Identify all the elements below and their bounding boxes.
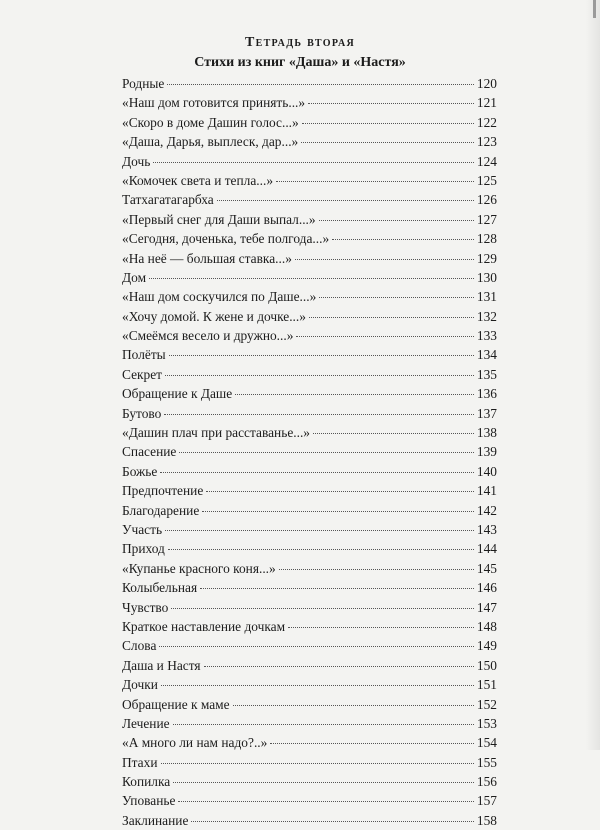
toc-entry-title: «Даша, Дарья, выплеск, дар...» (122, 134, 299, 150)
toc-entry-page: 129 (476, 250, 497, 266)
toc-entry-title: Упованье (122, 793, 176, 809)
toc-dot-leader (302, 123, 474, 124)
toc-dot-leader (165, 375, 474, 376)
toc-entry-page: 147 (476, 599, 497, 615)
toc-dot-leader (206, 491, 474, 492)
section-header (0, 34, 600, 73)
toc-dot-leader (296, 336, 473, 337)
toc-entry[interactable] (122, 617, 497, 636)
toc-entry-page: 140 (476, 463, 497, 479)
toc-entry-page: 139 (476, 444, 497, 460)
toc-entry-title: Приход (122, 541, 165, 557)
toc-entry-title: Краткое наставление дочкам (122, 618, 286, 634)
toc-entry[interactable] (122, 74, 497, 93)
toc-entry-title: Заклинание (122, 812, 189, 828)
toc-entry-page: 156 (476, 774, 497, 790)
toc-dot-leader (200, 588, 474, 589)
toc-entry-title: Благодарение (122, 502, 200, 518)
section-subtitle: Стихи из книг «Даша» и «Настя» (194, 55, 406, 70)
toc-entry[interactable] (122, 675, 497, 694)
toc-entry-page: 127 (476, 211, 497, 227)
toc-dot-leader (160, 472, 474, 473)
toc-entry-page: 132 (476, 308, 497, 324)
toc-entry-page: 157 (476, 793, 497, 809)
toc-entry[interactable] (122, 539, 497, 558)
toc-entry-page: 138 (476, 425, 497, 441)
toc-dot-leader (204, 666, 474, 667)
toc-entry-page: 133 (476, 328, 497, 344)
toc-entry[interactable] (122, 287, 497, 306)
toc-entry-page: 149 (476, 638, 497, 654)
toc-entry-page: 152 (476, 696, 497, 712)
toc-entry-page: 131 (476, 289, 497, 305)
page-edge (586, 0, 600, 750)
toc-entry[interactable] (122, 307, 497, 326)
toc-entry-title: Бутово (122, 405, 162, 421)
toc-entry-page: 130 (476, 269, 497, 285)
toc-entry-title: «Первый снег для Даши выпал...» (122, 211, 316, 227)
toc-entry-page: 154 (476, 735, 497, 751)
toc-entry[interactable] (122, 229, 497, 248)
toc-entry-title: Участь (122, 521, 163, 537)
toc-entry[interactable] (122, 423, 497, 442)
toc-entry-title: Божье (122, 463, 158, 479)
toc-entry-title: Дочь (122, 153, 151, 169)
toc-dot-leader (178, 801, 473, 802)
toc-entry[interactable] (122, 578, 497, 597)
toc-dot-leader (167, 84, 474, 85)
toc-dot-leader (279, 569, 474, 570)
toc-entry[interactable] (122, 695, 497, 714)
toc-entry[interactable] (122, 442, 497, 461)
toc-dot-leader (295, 259, 474, 260)
toc-entry[interactable] (122, 811, 497, 830)
toc-entry[interactable] (122, 345, 497, 364)
toc-entry-title: Слова (122, 638, 157, 654)
toc-dot-leader (168, 549, 474, 550)
toc-entry-page: 143 (476, 521, 497, 537)
toc-entry-title: «А много ли нам надо?..» (122, 735, 268, 751)
toc-entry-page: 155 (476, 754, 497, 770)
toc-dot-leader (161, 763, 474, 764)
toc-entry-title: Секрет (122, 366, 163, 382)
toc-entry[interactable] (122, 404, 497, 423)
toc-entry-page: 146 (476, 580, 497, 596)
toc-dot-leader (309, 317, 474, 318)
toc-entry[interactable] (122, 559, 497, 578)
toc-entry-title: «Скоро в доме Дашин голос...» (122, 114, 299, 130)
toc-entry-title: «Сегодня, доченька, тебе полгода...» (122, 231, 330, 247)
toc-entry-page: 144 (476, 541, 497, 557)
toc-dot-leader (164, 414, 474, 415)
toc-entry-title: Птахи (122, 754, 158, 770)
toc-entry-title: «Купанье красного коня...» (122, 560, 276, 576)
toc-dot-leader (171, 608, 474, 609)
page-edge-mark (593, 0, 596, 18)
toc-dot-leader (270, 743, 474, 744)
toc-dot-leader (165, 530, 474, 531)
toc-entry-page: 128 (476, 231, 497, 247)
toc-entry-page: 121 (476, 95, 497, 111)
toc-dot-leader (319, 220, 474, 221)
toc-dot-leader (202, 511, 474, 512)
toc-entry-page: 120 (476, 76, 497, 91)
toc-entry-page: 150 (476, 657, 497, 673)
toc-entry-title: Обращение к маме (122, 696, 230, 712)
toc-dot-leader (159, 646, 474, 647)
toc-entry[interactable] (122, 501, 497, 520)
toc-entry[interactable] (122, 636, 497, 655)
toc-entry[interactable] (122, 598, 497, 617)
toc-dot-leader (149, 278, 474, 279)
toc-entry[interactable] (122, 714, 497, 733)
toc-entry[interactable] (122, 326, 497, 345)
toc-entry[interactable] (122, 171, 497, 190)
toc-entry-title: «Хочу домой. К жене и дочке...» (122, 308, 306, 324)
toc-entry-page: 151 (476, 677, 497, 693)
toc-dot-leader (233, 705, 474, 706)
toc-entry-title: Родные (122, 76, 165, 91)
toc-dot-leader (179, 452, 474, 453)
toc-entry[interactable] (122, 249, 497, 268)
toc-entry-page: 125 (476, 172, 497, 188)
toc-entry[interactable] (122, 132, 497, 151)
toc-entry-page: 122 (476, 114, 497, 130)
toc-entry-title: Дочки (122, 677, 158, 693)
toc-entry-page: 123 (476, 134, 497, 150)
toc-dot-leader (308, 103, 474, 104)
toc-entry[interactable] (122, 772, 497, 791)
toc-entry-title: Предпочтение (122, 483, 204, 499)
toc-entry-title: «Дашин плач при расставанье...» (122, 425, 311, 441)
toc-entry[interactable] (122, 113, 497, 132)
toc-entry-page: 124 (476, 153, 497, 169)
toc-entry[interactable] (122, 462, 497, 481)
toc-dot-leader (173, 724, 474, 725)
toc-dot-leader (173, 782, 474, 783)
toc-entry-page: 137 (476, 405, 497, 421)
toc-entry[interactable] (122, 210, 497, 229)
toc-dot-leader (288, 627, 474, 628)
toc-entry-title: Обращение к Даше (122, 386, 233, 402)
toc-entry[interactable] (122, 520, 497, 539)
toc-entry-title: Даша и Настя (122, 657, 201, 673)
toc-dot-leader (313, 433, 474, 434)
toc-entry-title: Чувство (122, 599, 169, 615)
toc-entry-page: 158 (476, 812, 497, 828)
toc-entry-title: Татхагатагарбха (122, 192, 214, 208)
toc-entry-title: «Наш дом готовится принять...» (122, 95, 306, 111)
toc-entry-title: Копилка (122, 774, 171, 790)
toc-entry-page: 153 (476, 715, 497, 731)
toc-entry-title: Лечение (122, 715, 170, 731)
toc-entry-title: Спасение (122, 444, 177, 460)
toc-entry[interactable] (122, 93, 497, 112)
toc-entry-page: 148 (476, 618, 497, 634)
toc-entry[interactable] (122, 384, 497, 403)
toc-entry-title: «Смеёмся весело и дружно...» (122, 328, 294, 344)
toc-entry[interactable] (122, 268, 497, 287)
toc-dot-leader (191, 821, 474, 822)
toc-entry[interactable] (122, 656, 497, 675)
toc-dot-leader (235, 394, 474, 395)
toc-entry[interactable] (122, 365, 497, 384)
toc-entry-page: 145 (476, 560, 497, 576)
toc-entry[interactable] (122, 152, 497, 171)
toc-entry-page: 126 (476, 192, 497, 208)
table-of-contents (122, 74, 497, 830)
toc-entry-title: «Наш дом соскучился по Даше...» (122, 289, 317, 305)
toc-entry-title: «На неё — большая ставка...» (122, 250, 292, 266)
toc-dot-leader (169, 355, 474, 356)
toc-dot-leader (319, 297, 474, 298)
toc-dot-leader (153, 162, 474, 163)
toc-dot-leader (276, 181, 474, 182)
toc-dot-leader (161, 685, 474, 686)
toc-entry[interactable] (122, 481, 497, 500)
toc-dot-leader (217, 200, 474, 201)
toc-entry-page: 134 (476, 347, 497, 363)
toc-entry-title: Дом (122, 269, 147, 285)
toc-entry-page: 142 (476, 502, 497, 518)
toc-entry-page: 136 (476, 386, 497, 402)
toc-entry[interactable] (122, 190, 497, 209)
toc-entry-title: Колыбельная (122, 580, 198, 596)
toc-entry-title: Полёты (122, 347, 166, 363)
toc-dot-leader (332, 239, 474, 240)
toc-entry-page: 135 (476, 366, 497, 382)
toc-dot-leader (301, 142, 474, 143)
toc-entry-title: «Комочек света и тепла...» (122, 172, 274, 188)
toc-entry[interactable] (122, 791, 497, 810)
toc-entry[interactable] (122, 753, 497, 772)
toc-entry-page: 141 (476, 483, 497, 499)
section-title: Тетрадь вторая (244, 35, 356, 50)
